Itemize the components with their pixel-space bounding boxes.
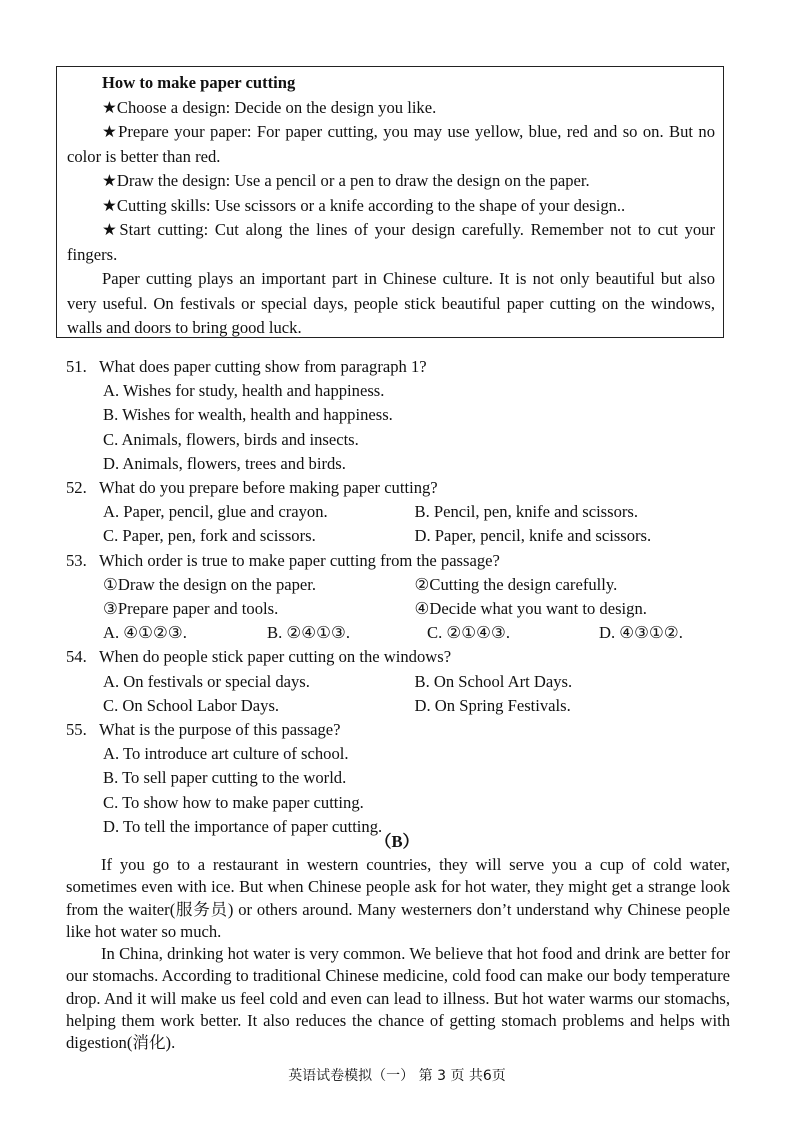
box-title: How to make paper cutting: [102, 73, 296, 92]
options-row: [66, 500, 726, 524]
option-55-d: D. To tell the importance of paper cutting.: [103, 816, 383, 836]
step-item-4: ④Decide what you want to design.: [414, 599, 647, 619]
option-53-a: A. ④①②③.: [103, 623, 187, 643]
step-prepare-paper: ★Prepare your paper: For paper cutting, you may use yellow, blue, red and so on. But no color is better than red.: [67, 122, 715, 166]
step-item-3: ③Prepare paper and tools.: [103, 599, 279, 619]
question-text: When do people stick paper cutting on the windows?: [99, 647, 452, 667]
question-number: 51.: [66, 357, 87, 376]
option-53-d: D. ④③①②.: [599, 623, 683, 643]
box-closing-paragraph: Paper cutting plays an important part in Chinese culture. It is not only beautiful but also very useful. On festivals or special days, people stick beautiful paper cutting on the windows, walls and doors to bring good luck.: [67, 269, 715, 337]
option-53-b: B. ②④①③.: [267, 623, 351, 643]
question-text: Which order is true to make paper cutting from the passage?: [99, 550, 500, 570]
question-number: 55.: [66, 720, 87, 740]
question-text: What do you prepare before making paper cutting?: [99, 478, 438, 498]
question-text: What does paper cutting show from paragraph 1?: [99, 357, 427, 376]
step-start-cutting: ★Start cutting: Cut along the lines of your design carefully. Remember not to cut your fingers.: [67, 220, 715, 264]
option-51-d: D. Animals, flowers, trees and birds.: [103, 453, 346, 473]
option-55-b: B. To sell paper cutting to the world.: [103, 768, 347, 788]
question-number: 54.: [66, 647, 87, 667]
option-54-c: C. On School Labor Days.: [103, 695, 280, 715]
option-53-c: C. ②①④③.: [427, 623, 511, 643]
steps-row: [66, 597, 726, 621]
option-54-a: A. On festivals or special days.: [103, 671, 310, 691]
option-55-a: A. To introduce art culture of school.: [103, 744, 349, 764]
option-52-b: B. Pencil, pen, knife and scissors.: [414, 502, 639, 522]
option-52-d: D. Paper, pencil, knife and scissors.: [414, 526, 652, 546]
option-51-b: B. Wishes for wealth, health and happiness.: [103, 405, 393, 425]
question-text: What is the purpose of this passage?: [99, 720, 341, 740]
section-b-heading: （B）: [374, 832, 420, 851]
question-52: [66, 476, 726, 500]
option-52-c: C. Paper, pen, fork and scissors.: [103, 526, 316, 546]
questions-51-55: [66, 355, 726, 839]
paper-cutting-instructions-box: [56, 66, 724, 338]
option-51-a: A. Wishes for study, health and happiness.: [103, 381, 385, 401]
question-54: [66, 645, 726, 669]
option-52-a: A. Paper, pencil, glue and crayon.: [103, 502, 328, 522]
step-choose-design: ★Choose a design: Decide on the design you like.: [102, 97, 437, 117]
passage-b-paragraph-2: In China, drinking hot water is very common. We believe that hot food and drink are better for our stomachs. According to traditional Chinese medicine, cold food can make our body temperature drop. And it will make us feel cold and even can lead to illness. But hot water warms our stomachs, helping them work better. It also reduces the chance of getting stomach problems and helps with digestion(消化).: [66, 944, 730, 1053]
question-number: 53.: [66, 550, 87, 570]
option-54-b: B. On School Art Days.: [414, 671, 573, 691]
question-51: [66, 355, 726, 379]
question-53: [66, 549, 726, 573]
options-row: [66, 670, 726, 694]
passage-b: [66, 854, 730, 1055]
option-51-c: C. Animals, flowers, birds and insects.: [103, 429, 359, 449]
step-draw-design: ★Draw the design: Use a pencil or a pen to draw the design on the paper.: [102, 171, 590, 190]
question-number: 52.: [66, 478, 87, 498]
option-54-d: D. On Spring Festivals.: [414, 695, 571, 715]
options-row: [66, 694, 726, 718]
options-row: [66, 621, 726, 645]
steps-row: [66, 573, 726, 597]
step-item-2: ②Cutting the design carefully.: [414, 574, 618, 594]
step-item-1: ①Draw the design on the paper.: [103, 574, 317, 594]
options-row: [66, 524, 726, 548]
page-footer: 英语试卷模拟（一） 第 3 页 共6页: [288, 1068, 506, 1084]
step-cutting-skills: ★Cutting skills: Use scissors or a knife according to the shape of your design..: [102, 195, 626, 215]
question-55: [66, 718, 726, 742]
option-55-c: C. To show how to make paper cutting.: [103, 792, 364, 812]
passage-b-paragraph-1: If you go to a restaurant in western countries, they will serve you a cup of cold water, sometimes even with ice. But when Chinese people ask for hot water, they might get a strange look from the waiter(服务员) or others around. Many westerners don’t understand why Chinese people like hot water so much.: [66, 855, 730, 941]
